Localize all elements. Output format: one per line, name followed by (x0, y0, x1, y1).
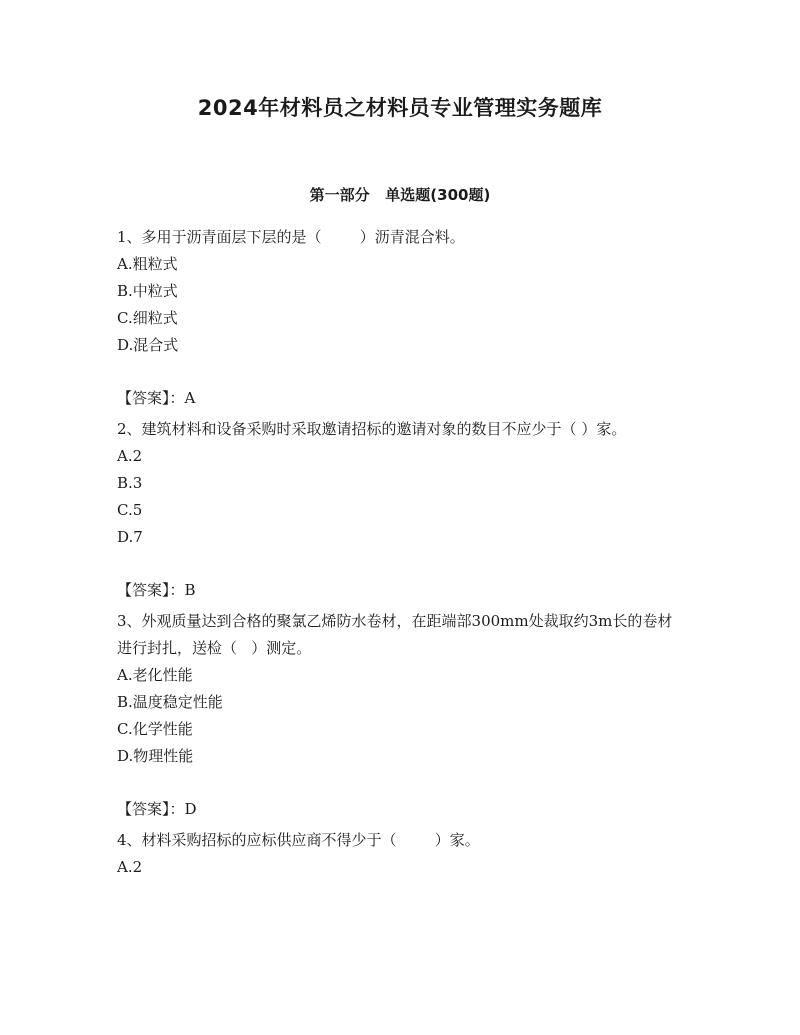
section-title: 第一部分 单选题(300题) (309, 186, 491, 204)
document-title: 2024年材料员之材料员专业管理实务题库 (197, 96, 603, 120)
option-d: D.物理性能 (117, 747, 194, 765)
answer-label: 【答案】： (117, 581, 185, 599)
option-c: C.化学性能 (117, 720, 193, 738)
question-4 (117, 827, 687, 881)
option-c: C.细粒式 (117, 309, 178, 327)
question-text: 1、多用于沥青面层下层的是（ ）沥青混合料。 (117, 228, 465, 246)
answer-line (117, 796, 687, 823)
option-a: A.2 (117, 858, 143, 876)
answer-line (117, 385, 687, 412)
option-a: A.老化性能 (117, 666, 193, 684)
question-text: 2、建筑材料和设备采购时采取邀请招标的邀请对象的数目不应少于（ ）家。 (117, 420, 627, 438)
question-list (117, 224, 687, 881)
answer-value: B (184, 581, 196, 599)
question-1 (117, 224, 687, 412)
option-b: B.中粒式 (117, 282, 178, 300)
answer-label: 【答案】： (117, 389, 185, 407)
option-b: B.3 (117, 474, 143, 492)
question-text: 3、外观质量达到合格的聚氯乙烯防水卷材，在距端部300mm处裁取约3m长的卷材进行封扎，送检（ ）测定。 (117, 612, 673, 657)
answer-value: D (184, 800, 197, 818)
question-text: 4、材料采购招标的应标供应商不得少于（ ）家。 (117, 831, 480, 849)
question-3 (117, 608, 687, 823)
option-d: D.7 (117, 528, 143, 546)
option-a: A.粗粒式 (117, 255, 178, 273)
question-2 (117, 416, 687, 604)
answer-line (117, 577, 687, 604)
answer-label: 【答案】： (117, 800, 185, 818)
answer-value: A (184, 389, 196, 407)
option-a: A.2 (117, 447, 143, 465)
option-c: C.5 (117, 501, 143, 519)
option-b: B.温度稳定性能 (117, 693, 223, 711)
option-d: D.混合式 (117, 336, 179, 354)
